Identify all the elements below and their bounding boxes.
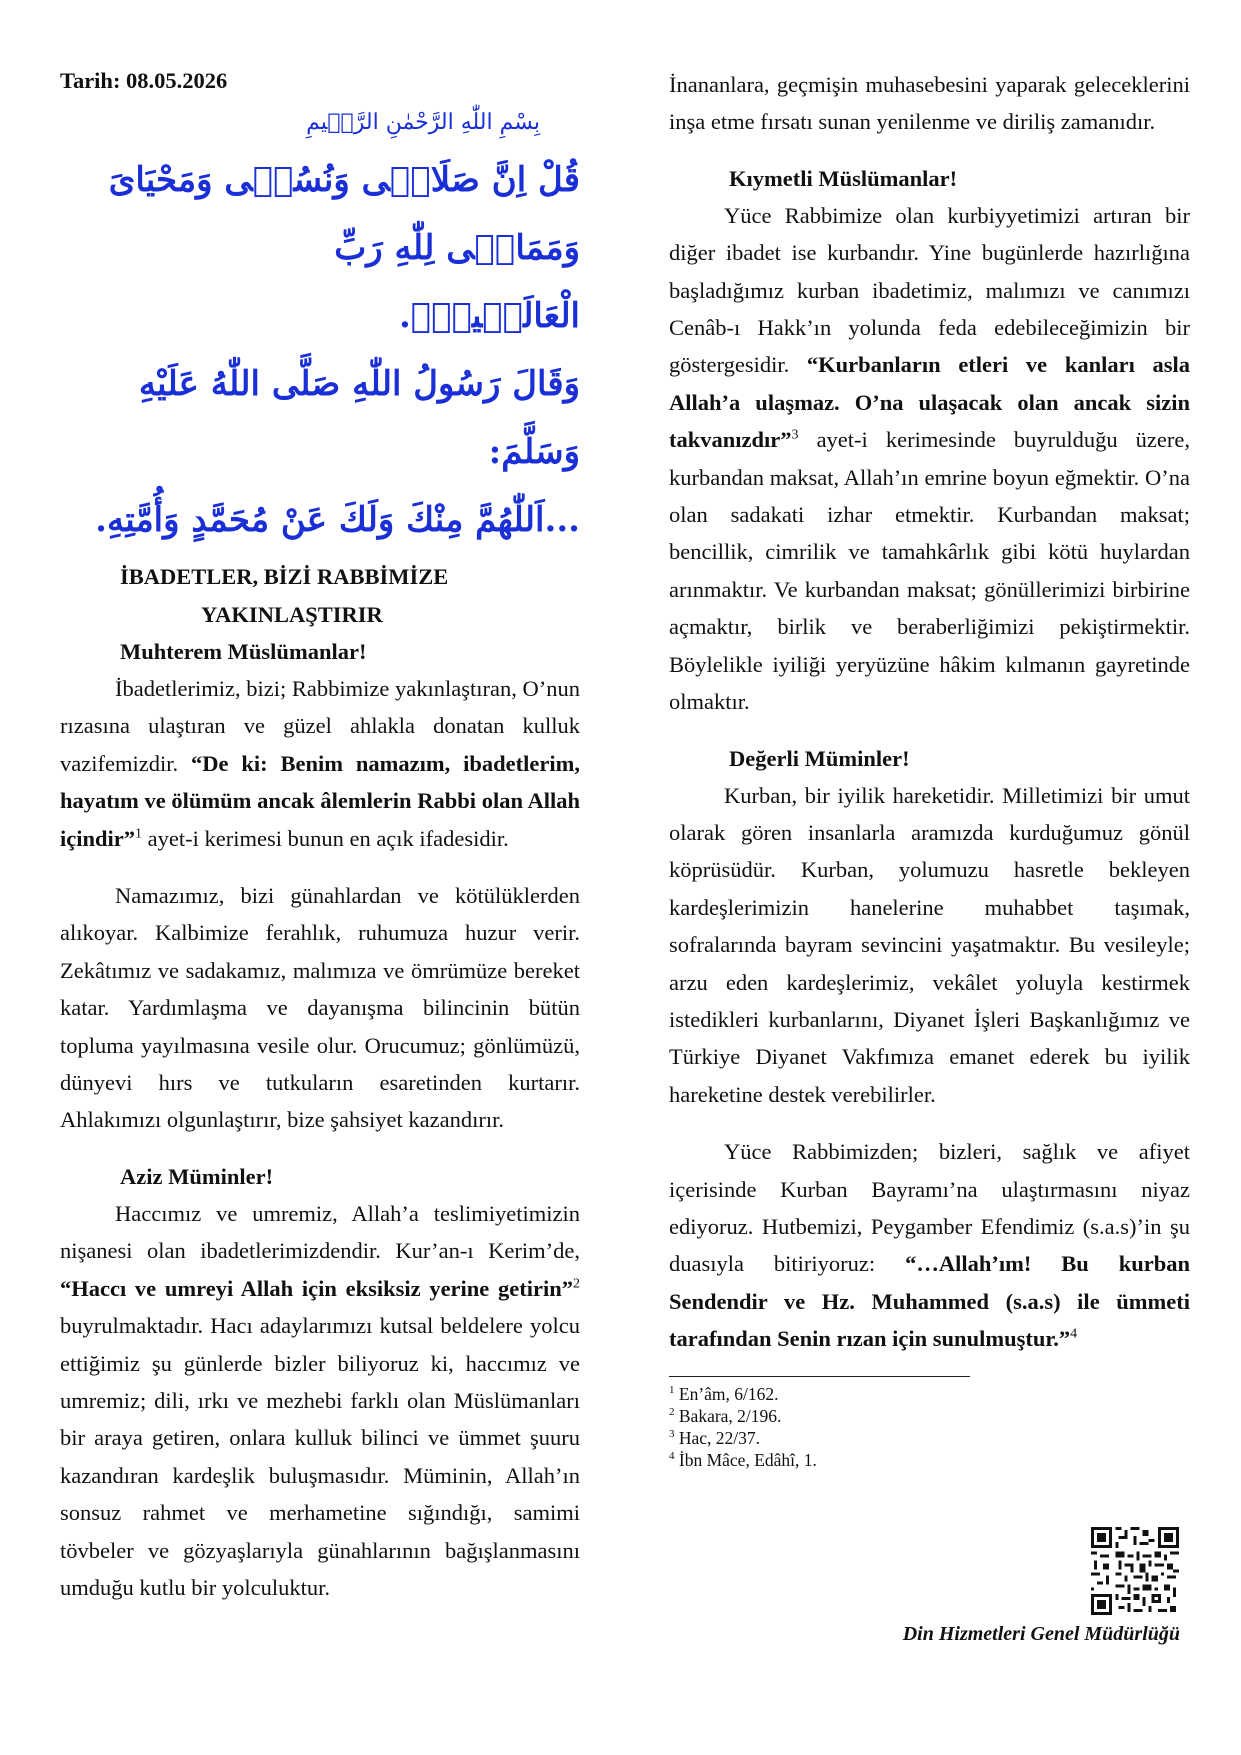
footnote-text: Bakara, 2/196. bbox=[674, 1405, 782, 1426]
footnote-ref-1: 1 bbox=[135, 826, 143, 842]
p4-text-a: Yüce Rabbimize olan kurbiyyetimizi artıran bir diğer ibadet ise kurbandır. Yine bugünlerde hazırlığına başladığımız kurban ibadetimiz, malımızı ve canımızı Cenâb-ı Hakk’ın yolunda feda edebileceğimizin bir göstergesidir. bbox=[669, 202, 1190, 378]
footnote-number: 3 bbox=[669, 1427, 675, 1440]
footnote-item bbox=[669, 1449, 1190, 1471]
p4-text-c: ayet-i kerimesinde buyrulduğu üzere, kurbandan maksat, Allah’ın emrine boyun eğmektir. O’na olan sadakati izhar etmektir. Kurbandan maksat; bencillik, cimrilik ve tamahkârlık gibi kötü huylardan arınmaktır. Ve kurbandan maksat; gönüllerimizi birbirine açmaktır, birlik ve beraberliğimizi pekiştirmektir. Böylelikle iyiliği yeryüzüne hâkim kılmanın gayretinde olmaktır. bbox=[669, 427, 1190, 715]
arabic-verse-line-2: الْعَالَم۪ينَۙ. bbox=[398, 296, 580, 336]
p6-text-a: Yüce Rabbimizden; bizleri, sağlık ve afiyet içerisinde Kurban Bayramı’na ulaştırmasını niyaz ediyoruz. Hutbemizi, Peygamber Efendimiz (s.a.s)’in şu duasıyla bitiriyoruz: bbox=[669, 1139, 1190, 1277]
footnote-text: Hac, 22/37. bbox=[674, 1427, 761, 1448]
heading-muhterem: Muhterem Müslümanlar! bbox=[120, 639, 367, 664]
p3-verse-quote: “Haccı ve umreyi Allah için eksiksiz yerine getirin” bbox=[60, 1275, 573, 1301]
footnote-item bbox=[669, 1405, 1190, 1427]
left-column bbox=[60, 66, 580, 1606]
p1-text-a: İbadetlerimiz, bizi; Rabbimize yakınlaştıran, O’nun rızasına ulaştıran ve güzel ahlakla donatan kulluk vazifemizdir. bbox=[60, 676, 580, 776]
footnote-ref-2: 2 bbox=[573, 1276, 580, 1292]
footer-organization: Din Hizmetleri Genel Müdürlüğü bbox=[902, 1623, 1180, 1645]
arabic-block bbox=[60, 100, 580, 554]
footnote-number: 1 bbox=[669, 1383, 675, 1396]
paragraph-2: Namazımız, bizi günahlardan ve kötülüklerden alıkoyar. Kalbimize ferahlık, ruhumuza huzur verir. Zekâtımız ve sadakamız, malımıza ve ömrümüze bereket katar. Yardımlaşma ve dayanışma bilincinin bütün topluma yayılmasına vesile olur. Orucumuz; gönlümüzü, dünyevi hırs ve tutkuların esaretinden kurtarır. Ahlakımızı olgunlaştırır, bize şahsiyet kazandırır. bbox=[60, 883, 580, 1133]
heading-degerli: Değerli Müminler! bbox=[729, 745, 910, 771]
p6-dua-quote: “…Allah’ım! Bu kurban Sendendir ve Hz. Muhammed (s.a.s) ile ümmeti tarafından Senin rızan için sunulmuştur.” bbox=[669, 1251, 1190, 1352]
p3-text-c: buyrulmaktadır. Hacı adaylarımızı kutsal beldelere yolcu ettiğimiz şu günlerde bizler biliyoruz ki, haccımız ve umremiz; dili, ırkı ve mezhebi farklı olan Müslümanları bir araya getiren, onlara kulluk bilinci ve ümmet şuuru kazandıran kardeşlik buluşmasıdır. Müminin, Allah’ın sonsuz rahmet ve merhametine sığındığı, samimi tövbeler ve gözyaşlarıyla günahlarının bağışlanmasını umduğu kutlu bir yolculuktur. bbox=[60, 1313, 580, 1600]
footnote-number: 4 bbox=[669, 1449, 675, 1462]
p1-verse-quote: “De ki: Benim namazım, ibadetlerim, hayatım ve ölümüm ancak âlemlerin Rabbi olan Allah içindir” bbox=[60, 750, 580, 851]
p3-text-a: Haccımız ve umremiz, Allah’a teslimiyetimizin nişanesi olan ibadetlerimizdendir. Kur’an-ı Kerim’de, bbox=[60, 1200, 580, 1264]
title-line-1: İBADETLER, BİZİ RABBİMİZE bbox=[120, 564, 449, 589]
p4-verse-quote: “Kurbanların etleri ve kanları asla Allah’a ulaşmaz. O’na ulaşacak olan ancak sizin takvanızdır” bbox=[669, 352, 1191, 453]
footnote-item bbox=[669, 1383, 1190, 1405]
heading-kiymetli: Kıymetli Müslümanlar! bbox=[729, 165, 958, 191]
footnote-number: 2 bbox=[669, 1405, 675, 1418]
p1-text-c: ayet-i kerimesi bunun en açık ifadesidir. bbox=[142, 825, 509, 851]
qr-code-icon[interactable] bbox=[1091, 1527, 1179, 1615]
footnote-separator bbox=[669, 1376, 970, 1377]
arabic-verse-line-1: قُلْ اِنَّ صَلَاتٖى وَنُسُكٖى وَمَحْيَاىَ وَمَمَاتٖى لِلّٰهِ رَبِّ bbox=[108, 160, 580, 268]
date-line: Tarih: 08.05.2026 bbox=[60, 68, 228, 93]
sermon-title bbox=[60, 558, 580, 634]
paragraph-3 bbox=[60, 1195, 580, 1606]
footnote-ref-3: 3 bbox=[791, 427, 799, 443]
paragraph-continued: İnananlara, geçmişin muhasebesini yaparak geleceklerini inşa etme fırsatı sunan yenilenme ve diriliş zamanıdır. bbox=[669, 72, 1190, 135]
footnotes bbox=[669, 1383, 1190, 1471]
arabic-hadith-line-2: ...اَللّٰهُمَّ مِنْكَ وَلَكَ عَنْ مُحَمَّدٍ وَأُمَّتِهِ. bbox=[95, 500, 580, 540]
footnote-text: En’âm, 6/162. bbox=[674, 1383, 779, 1404]
paragraph-6 bbox=[669, 1133, 1190, 1357]
basmala-calligraphy: بِسْمِ اللّٰهِ الرَّحْمٰنِ الرَّح۪يمِ bbox=[306, 110, 540, 135]
heading-aziz: Aziz Müminler! bbox=[120, 1163, 274, 1189]
title-line-2: YAKINLAŞTIRIR bbox=[201, 602, 383, 627]
paragraph-5: Kurban, bir iyilik hareketidir. Milletimizi bir umut olarak gören insanlarla aramızda kurduğumuz gönül köprüsüdür. Kurban, yolumuzu hasretle bekleyen kardeşlerimizin hanelerine muhabbet taşımak, sofralarında bayram sevincini yaşatmaktır. Bu vesileyle; arzu eden kardeşlerimiz, vekâlet yoluyla kestirmek istedikleri kurbanlarını, Diyanet İşleri Başkanlığımız ve Türkiye Diyanet Vakfımıza emanet ederek bu iyilik hareketine destek verebilirler. bbox=[669, 782, 1190, 1107]
right-column bbox=[669, 66, 1190, 1471]
footnote-ref-4: 4 bbox=[1070, 1326, 1078, 1342]
footnote-text: İbn Mâce, Edâhî, 1. bbox=[674, 1449, 817, 1470]
paragraph-4 bbox=[669, 197, 1190, 721]
footnote-item bbox=[669, 1427, 1190, 1449]
arabic-hadith-line-1: وَقَالَ رَسُولُ اللّٰهِ صَلَّى اللّٰهُ عَلَيْهِ وَسَلَّمَ: bbox=[138, 364, 580, 472]
paragraph-1 bbox=[60, 670, 580, 857]
